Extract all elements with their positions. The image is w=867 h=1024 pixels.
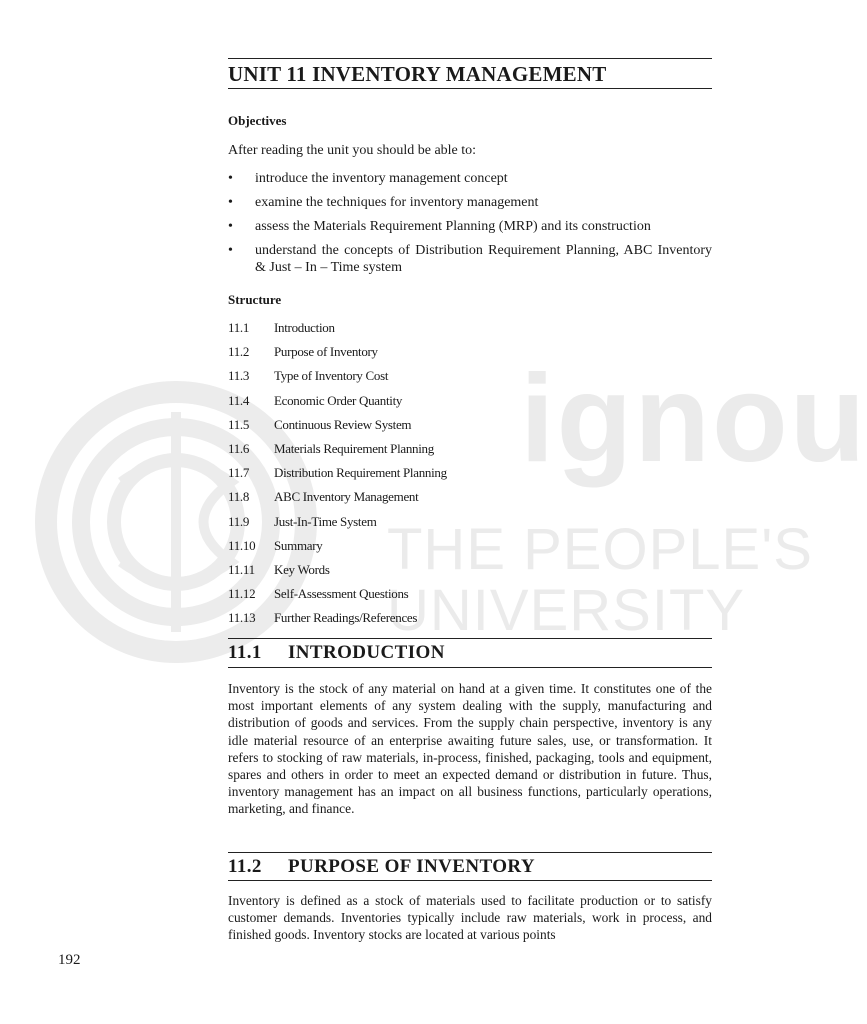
bullet-icon: • <box>228 195 233 210</box>
unit-title: UNIT 11 INVENTORY MANAGEMENT <box>228 62 607 86</box>
toc-item: 11.12 Self-Assessment Questions <box>228 586 409 602</box>
objective-item: • examine the techniques for inventory management <box>228 195 539 210</box>
toc-item: 11.6 Materials Requirement Planning <box>228 440 434 456</box>
bullet-icon: • <box>228 219 233 234</box>
toc-item: 11.5 Continuous Review System <box>228 416 412 432</box>
toc-item: 11.4 Economic Order Quantity <box>228 392 403 408</box>
toc-item: 11.11 Key Words <box>228 561 330 577</box>
watermark-tagline-line2: UNIVERSITY <box>387 578 746 643</box>
page-number: 192 <box>58 952 81 968</box>
objectives-list <box>228 170 712 283</box>
objective-item: • assess the Materials Requirement Planning (MRP) and its construction <box>228 219 651 234</box>
toc-item: 11.1 Introduction <box>228 320 335 335</box>
section-2-paragraph: Inventory is defined as a stock of materials used to facilitate production or to satisfy customer demands. Inventories typically include raw materials, work in process, and finished goods. Inventory stocks are located at various points <box>228 893 712 943</box>
objective-item: • understand the concepts of Distribution Requirement Planning, ABC Inventory & Just – In – Time system <box>228 243 712 275</box>
structure-list <box>228 320 528 634</box>
structure-heading: Structure <box>228 292 282 307</box>
watermark-brand: ignou <box>520 350 867 488</box>
section-2-top-rule <box>228 852 712 853</box>
section-1-top-rule <box>228 638 712 639</box>
title-bottom-rule <box>228 88 712 89</box>
section-1-title: INTRODUCTION <box>288 642 445 663</box>
section-2-number: 11.2 <box>228 856 262 877</box>
objectives-intro: After reading the unit you should be able to: <box>228 143 477 158</box>
toc-item: 11.7 Distribution Requirement Planning <box>228 465 447 481</box>
section-2-title: PURPOSE OF INVENTORY <box>288 856 535 877</box>
title-top-rule <box>228 58 712 59</box>
section-2-bottom-rule <box>228 880 712 881</box>
toc-item: 11.10 Summary <box>228 537 323 553</box>
section-1-paragraph: Inventory is the stock of any material on hand at a given time. It constitutes one of the most important elements of any system dealing with the supply, manufacturing and distribution of goods and services. From the supply chain perspective, inventory is any idle material resource of an enterprise awaiting future sales, use, or transformation. It refers to stocking of raw materials, in-process, finished, packaging, tools and equipment, spares and others in order to meet an expected demand or distribution in future. Thus, inventory management has an impact on all business functions, particularly operations, marketing, and finance. <box>228 681 712 817</box>
watermark-tagline-line1: THE PEOPLE'S <box>387 517 813 582</box>
section-1-number: 11.1 <box>228 642 262 663</box>
objectives-heading: Objectives <box>228 113 287 128</box>
toc-item: 11.3 Type of Inventory Cost <box>228 368 389 384</box>
objective-item: • introduce the inventory management concept <box>228 171 508 186</box>
bullet-icon: • <box>228 243 233 258</box>
toc-item: 11.2 Purpose of Inventory <box>228 344 378 360</box>
toc-item: 11.9 Just-In-Time System <box>228 513 377 529</box>
toc-item: 11.8 ABC Inventory Management <box>228 489 419 505</box>
section-2-heading <box>228 856 535 878</box>
bullet-icon: • <box>228 171 233 186</box>
section-1-heading <box>228 642 445 664</box>
toc-item: 11.13 Further Readings/References <box>228 610 418 626</box>
section-1-bottom-rule <box>228 667 712 668</box>
